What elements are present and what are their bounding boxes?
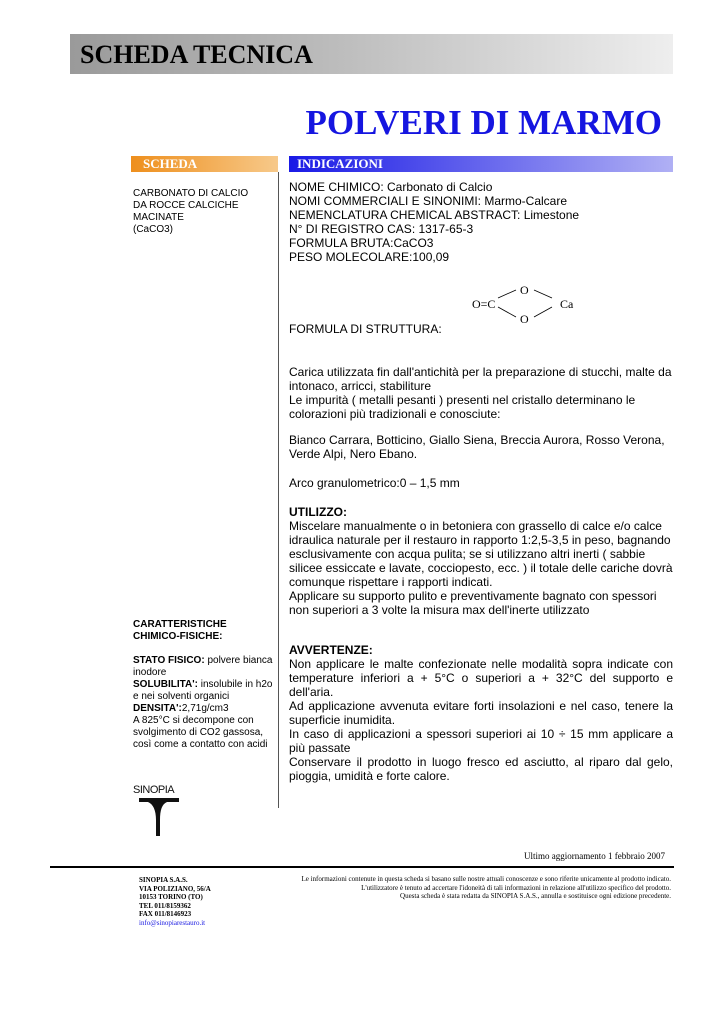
decomposition-note: A 825°C si decompone con svolgimento di CO2 gassosa, così come a contatto con acidi bbox=[133, 715, 268, 750]
section-label-scheda: SCHEDA bbox=[131, 156, 278, 172]
bond-line bbox=[498, 307, 516, 317]
sinopia-logo bbox=[131, 780, 191, 840]
utilizzo-heading: UTILIZZO: bbox=[289, 505, 347, 519]
company-line: VIA POLIZIANO, 56/A bbox=[139, 884, 211, 893]
disclaimer-line: Questa scheda è stata redatta da SINOPIA S.A.S., annulla e sostituisce ogni edizione precedente. bbox=[400, 892, 671, 901]
description-line: (CaCO3) bbox=[133, 224, 174, 235]
chem-line: NOMI COMMERCIALI E SINONIMI: Marmo-Calcare bbox=[289, 194, 568, 208]
description-paragraph: Le impurità ( metalli pesanti ) presenti nel cristallo determinano le colorazioni più tradizionali e conosciute: bbox=[289, 393, 636, 421]
company-line: 10153 TORINO (TO) bbox=[139, 893, 203, 902]
description-paragraph: Carica utilizzata fin dall'antichità per la preparazione di stucchi, malte da intonaco, arricci, stabiliture bbox=[289, 365, 672, 393]
description-line: MACINATE bbox=[133, 212, 184, 223]
solubilita: SOLUBILITA': insolubile in h2o e nei solventi organici bbox=[133, 679, 273, 702]
chem-line: NOME CHIMICO: Carbonato di Calcio bbox=[289, 180, 493, 194]
page-title: SCHEDA TECNICA bbox=[80, 40, 313, 69]
company-line: SINOPIA S.A.S. bbox=[139, 876, 188, 884]
disclaimer bbox=[251, 875, 671, 901]
properties-heading: CHIMICO-FISICHE: bbox=[133, 631, 223, 642]
colors-list: Bianco Carrara, Botticino, Giallo Siena, Breccia Aurora, Rosso Verona, Verde Alpi, Nero Ebano. bbox=[289, 433, 665, 461]
logo-text: SINOPIA bbox=[133, 784, 175, 796]
chem-line: NEMENCLATURA CHEMICAL ABSTRACT: Limestone bbox=[289, 208, 580, 222]
product-title: POLVERI DI MARMO bbox=[305, 103, 662, 142]
avvertenze-paragraph: In caso di applicazioni a spessori superiori ai 10 ÷ 15 mm applicare a più passate bbox=[289, 727, 673, 755]
footer-rule bbox=[50, 866, 674, 868]
structural-formula bbox=[464, 283, 594, 327]
formula-right: Ca bbox=[560, 297, 574, 311]
disclaimer-line: Le informazioni contenute in questa scheda si basano sulle nostre attuali conoscenze e sono riferite unicamente al prodotto indicato. bbox=[301, 875, 671, 883]
chemical-physical-properties bbox=[133, 619, 275, 751]
densita: DENSITA':2,71g/cm3 bbox=[133, 703, 229, 714]
utilizzo-section bbox=[289, 505, 673, 617]
granulometry bbox=[289, 476, 673, 490]
column-capital-icon bbox=[139, 798, 179, 836]
avvertenze-paragraph: Ad applicazione avvenuta evitare forti insolazioni e nel caso, tenere la superficie inumidita. bbox=[289, 699, 673, 727]
colors-block bbox=[289, 433, 673, 461]
properties-heading: CARATTERISTICHE bbox=[133, 619, 227, 630]
formula-left: O=C bbox=[472, 297, 496, 311]
bond-line bbox=[534, 290, 552, 298]
utilizzo-paragraph: Miscelare manualmente o in betoniera con grassello di calce e/o calce idraulica naturale per il restauro in rapporto 1:2,5-3,5 in peso, bagnando esclusivamente con acqua pulita; se si utilizzano altri inerti ( sabbie silicee essiccate e lavate, cocciopesto, ecc. ) il totale delle cariche dovrà comunque rispettare i rapporti indicati. bbox=[289, 519, 673, 589]
disclaimer-line: L'utilizzatore è tenuto ad accertare l'idoneità di tali informazioni in relazione all'utilizzo specifico del prodotto. bbox=[361, 883, 671, 892]
formula-bottom-oxygen: O bbox=[520, 312, 529, 326]
description-line: CARBONATO DI CALCIO bbox=[133, 188, 249, 199]
company-info bbox=[139, 876, 211, 928]
product-description bbox=[133, 188, 275, 236]
chemical-info bbox=[289, 180, 673, 264]
stato-fisico: STATO FISICO: polvere bianca inodore bbox=[133, 655, 273, 678]
chem-line: FORMULA BRUTA:CaCO3 bbox=[289, 236, 434, 250]
formula-label: FORMULA DI STRUTTURA: bbox=[289, 322, 442, 336]
formula-top-oxygen: O bbox=[520, 283, 529, 297]
column-divider bbox=[278, 172, 279, 808]
avvertenze-section bbox=[289, 643, 673, 783]
section-label-indicazioni: INDICAZIONI bbox=[289, 156, 673, 172]
last-update: Ultimo aggiornamento 1 febbraio 2007 bbox=[524, 851, 665, 861]
granulometry-text: Arco granulometrico:0 – 1,5 mm bbox=[289, 476, 460, 490]
company-line: TEL 011/8159362 bbox=[139, 901, 191, 910]
avvertenze-paragraph: Conservare il prodotto in luogo fresco ed asciutto, al riparo dal gelo, pioggia, umidità e forte calore. bbox=[289, 755, 673, 783]
chem-line: N° DI REGISTRO CAS: 1317-65-3 bbox=[289, 222, 474, 236]
description-block bbox=[289, 365, 673, 421]
bond-line bbox=[534, 307, 552, 317]
company-line: FAX 011/8146923 bbox=[139, 910, 192, 919]
avvertenze-paragraph: Non applicare le malte confezionate nelle modalità sopra indicate con temperature inferiori a + 5°C o superiori a + 32°C del supporto e dell'aria. bbox=[289, 657, 673, 699]
avvertenze-heading: AVVERTENZE: bbox=[289, 643, 373, 657]
utilizzo-paragraph: Applicare su supporto pulito e preventivamente bagnato con spessori non superiori a 3 volte la misura max dell'inerte utilizzato bbox=[289, 589, 657, 617]
email-link[interactable]: info@sinopiarestauro.it bbox=[139, 918, 206, 927]
description-line: DA ROCCE CALCICHE bbox=[133, 200, 239, 211]
chem-line: PESO MOLECOLARE:100,09 bbox=[289, 250, 450, 264]
bond-line bbox=[498, 290, 516, 298]
